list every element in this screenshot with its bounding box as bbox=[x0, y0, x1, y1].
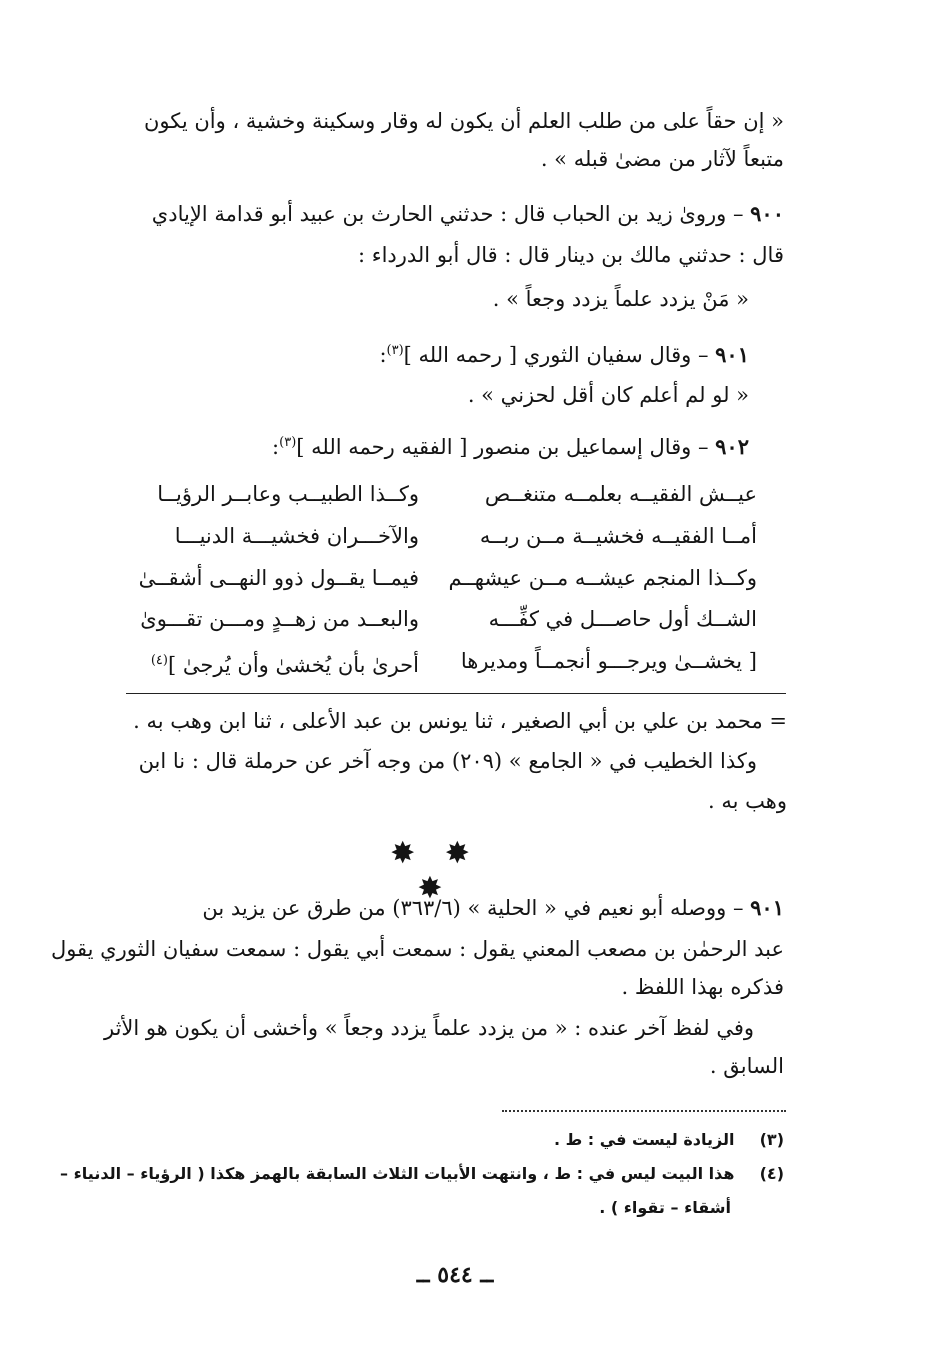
page-number: ــ ٥٤٤ ــ bbox=[416, 1262, 494, 1288]
text-line: متبعاً لآثار من مضىٰ قبله » . bbox=[540, 147, 784, 171]
footnote-4 bbox=[60, 1162, 784, 1186]
footnote-3 bbox=[554, 1128, 784, 1152]
commentary-line-1 bbox=[202, 893, 784, 923]
section-rule bbox=[126, 693, 786, 694]
text-line: « لو لم أعلم كان أقل لحزني » . bbox=[467, 383, 749, 407]
text-line: عبد الرحمٰن بن مصعب المعني یقول : سمعت أبي یقول : سمعت سفیان الثوري یقول bbox=[50, 937, 784, 961]
paragraph-901-line-1 bbox=[379, 336, 749, 370]
text-line: وفي لفظ آخر عنده : « من یزدد علماً یزدد وجعاً » وأخشى أن یكون هو الأثر bbox=[103, 1016, 754, 1040]
footnote-text: هذا البیت لیس في : ط ، وانتهت الأبیات الثلاث السابقة بالهمز هكذا ( الرؤیاء – الدنیاء – bbox=[60, 1164, 735, 1183]
text-segment: – وقال سفیان الثوري [ رحمه الله ] bbox=[403, 343, 709, 367]
paragraph-number: ٩٠١ bbox=[715, 342, 749, 367]
text-line: = محمد بن علي بن أبي الصغیر ، ثنا یونس بن عبد الأعلى ، ثنا ابن وهب به . bbox=[133, 709, 787, 733]
poem-hemistich-right: عیــش الفقیــه بعلمــه متنغــص bbox=[484, 482, 757, 506]
star-separator: ✸ ✸ ✸ bbox=[390, 836, 480, 906]
footnote-number: (٤) bbox=[759, 1164, 784, 1183]
paragraph-900-line-1 bbox=[152, 199, 784, 229]
footnote-separator bbox=[502, 1110, 786, 1114]
footnote-number: (٣) bbox=[759, 1130, 784, 1149]
text-segment: – ووصله أبو نعیم في « الحلیة » (٣٦٣/٦) من طرق عن یزید بن bbox=[202, 896, 744, 920]
poem-hemistich-left: والآخـــران فخشیـــة الدنیـــا bbox=[174, 524, 419, 548]
text-segment: – وقال إسماعیل بن منصور [ الفقیه رحمه الله ] bbox=[296, 435, 709, 459]
text-line: « إن حقاً على من طلب العلم أن يكون له وقار وسكينة وخشية ، وأن يكون bbox=[144, 109, 784, 133]
footnote-ref: (٤) bbox=[150, 653, 168, 668]
text-segment: – ورویٰ زید بن الحباب قال : حدثني الحارث بن عبید أبو قدامة الإیادي bbox=[151, 202, 744, 226]
footnote-ref: (٣) bbox=[279, 435, 297, 450]
text-line: وكذا الخطیب في « الجامع » (٢٠٩) من وجه آخر عن حرملة قال : نا ابن bbox=[138, 749, 757, 773]
text-line: « مَنْ یزدد علماً یزدد وجعاً » . bbox=[492, 287, 749, 311]
footnote-text: الزیادة لیست في : ط . bbox=[553, 1130, 735, 1149]
paragraph-number: ٩٠٢ bbox=[715, 434, 749, 459]
text-line: وهب به . bbox=[708, 789, 787, 813]
text-segment: : bbox=[272, 435, 280, 459]
poem-hemistich-left: فیمــا یقــول ذوو النهــی أشقــىٰ bbox=[138, 566, 419, 590]
text-segment: : bbox=[379, 343, 387, 367]
poem-hemistich-right: وكــذا المنجم عیشــه مــن عیشهــم bbox=[448, 566, 757, 590]
poem-hemistich-right: الشــك أول حاصـــل في كفِّـــه bbox=[488, 607, 757, 631]
poem-hemistich-left: والبعــد من زهــدٍ ومـــن تقـــوىٰ bbox=[140, 607, 419, 631]
poem-hemistich-right: أمــا الفقیــه فخشیــة مــن ربــه bbox=[479, 524, 757, 548]
footnote-4-continuation: أشقاء – تقواء ) . bbox=[599, 1198, 731, 1217]
paragraph-902-line-1 bbox=[272, 428, 749, 462]
paragraph-number: ٩٠٠ bbox=[750, 201, 784, 226]
poem-hemistich-left: وكــذا الطبیــب وعابــر الرؤیــا bbox=[157, 482, 419, 506]
text-line: قال : حدثني مالك بن دینار قال : قال أبو الدرداء : bbox=[357, 243, 784, 267]
paragraph-number: ٩٠١ bbox=[750, 895, 784, 920]
text-line: السابق . bbox=[709, 1054, 784, 1078]
text-segment: أحرىٰ بأن یُخشىٰ وأن یُرجىٰ ] bbox=[167, 653, 419, 677]
footnote-ref: (٣) bbox=[386, 343, 404, 358]
text-line: فذكره بهذا اللفظ . bbox=[621, 975, 784, 999]
poem-hemistich-right: [ یخشــىٰ ویرجـــو أنجمــاً ومدیرها bbox=[460, 649, 757, 673]
poem-hemistich-left-last bbox=[151, 646, 419, 680]
